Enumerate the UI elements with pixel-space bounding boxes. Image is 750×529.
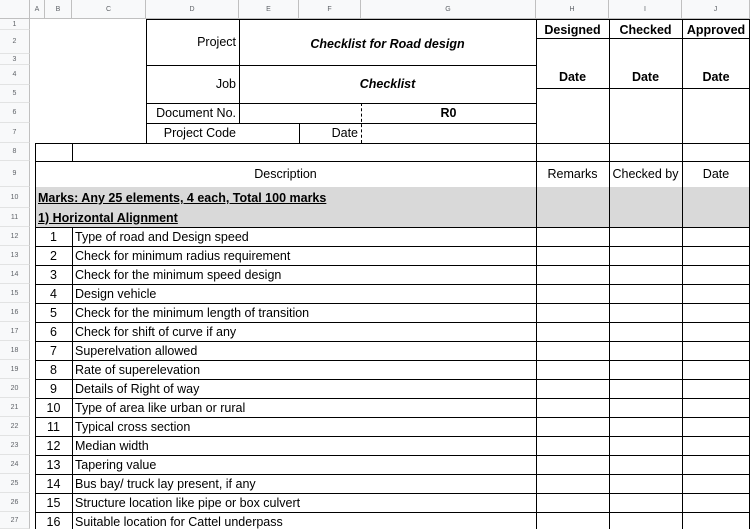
column-header-c[interactable]: C	[72, 0, 146, 19]
remarks-cell[interactable]	[536, 322, 609, 341]
item-description[interactable]: Tapering value	[75, 457, 157, 472]
date-cell[interactable]	[682, 379, 750, 398]
item-description[interactable]: Type of road and Design speed	[75, 229, 249, 244]
approved-date-label: Date	[702, 70, 730, 84]
column-header-e[interactable]: E	[239, 0, 299, 19]
row-header-7[interactable]: 7	[0, 123, 30, 143]
checked-by-cell[interactable]	[609, 436, 682, 455]
remarks-header: Remarks	[547, 167, 598, 181]
row-header-25[interactable]: 25	[0, 474, 30, 493]
column-header-b[interactable]: B	[45, 0, 72, 19]
column-header-h[interactable]: H	[536, 0, 609, 19]
checked-date-label: Date	[631, 70, 660, 84]
item-number[interactable]: 13	[46, 457, 61, 472]
remarks-cell[interactable]	[536, 398, 609, 417]
marks-title[interactable]: Marks: Any 25 elements, 4 each, Total 100 marks	[38, 191, 327, 205]
item-number[interactable]: 14	[46, 476, 61, 491]
remarks-cell[interactable]	[536, 227, 609, 246]
remarks-cell[interactable]	[536, 474, 609, 493]
row-header-4[interactable]: 4	[0, 65, 30, 85]
checked-by-cell[interactable]	[609, 303, 682, 322]
row-header-9[interactable]: 9	[0, 161, 30, 187]
checked-by-cell[interactable]	[609, 265, 682, 284]
date-cell[interactable]	[682, 360, 750, 379]
item-number[interactable]: 2	[50, 248, 57, 263]
checked-by-cell[interactable]	[609, 246, 682, 265]
project-title[interactable]: Checklist for Road design	[310, 36, 465, 51]
column-header-i[interactable]: I	[609, 0, 682, 19]
job-label: Job	[215, 77, 236, 91]
designed-label: Designed	[544, 23, 601, 37]
project-code-date-label: Date	[331, 126, 358, 140]
date-cell[interactable]	[682, 246, 750, 265]
date-cell[interactable]	[682, 417, 750, 436]
row-header-11[interactable]: 11	[0, 208, 30, 227]
item-description[interactable]: Rate of superelevation	[75, 362, 201, 377]
remarks-cell[interactable]	[536, 265, 609, 284]
row-header-26[interactable]: 26	[0, 493, 30, 512]
column-header-a[interactable]: A	[30, 0, 45, 19]
row-header-23[interactable]: 23	[0, 436, 30, 455]
item-description[interactable]: Bus bay/ truck lay present, if any	[75, 476, 256, 491]
item-description[interactable]: Median width	[75, 438, 149, 453]
date-cell[interactable]	[682, 284, 750, 303]
checked-by-cell[interactable]	[609, 341, 682, 360]
description-header: Description	[254, 167, 317, 181]
date-cell[interactable]	[682, 303, 750, 322]
row-header-18[interactable]: 18	[0, 341, 30, 360]
column-header-f[interactable]: F	[299, 0, 361, 19]
row-header-27[interactable]: 27	[0, 512, 30, 529]
checked-by-cell[interactable]	[609, 322, 682, 341]
row-header-16[interactable]: 16	[0, 303, 30, 322]
row-header-19[interactable]: 19	[0, 360, 30, 379]
remarks-cell[interactable]	[536, 246, 609, 265]
item-description[interactable]: Suitable location for Cattel underpass	[75, 514, 283, 529]
project-code-label: Project Code	[163, 126, 236, 140]
item-number[interactable]: 7	[50, 343, 57, 358]
checked-by-cell[interactable]	[609, 379, 682, 398]
row-header-20[interactable]: 20	[0, 379, 30, 398]
remarks-cell[interactable]	[536, 341, 609, 360]
item-number[interactable]: 5	[50, 305, 57, 320]
remarks-cell[interactable]	[536, 455, 609, 474]
item-description[interactable]: Check for the minimum length of transition	[75, 305, 310, 320]
remarks-cell[interactable]	[536, 303, 609, 322]
remarks-cell[interactable]	[536, 493, 609, 512]
item-description[interactable]: Check for shift of curve if any	[75, 324, 237, 339]
row-header-3[interactable]: 3	[0, 54, 30, 65]
remarks-cell[interactable]	[536, 379, 609, 398]
item-number[interactable]: 11	[47, 419, 60, 434]
select-all-corner[interactable]	[0, 0, 30, 19]
checked-label: Checked	[619, 23, 672, 37]
row-header-15[interactable]: 15	[0, 284, 30, 303]
item-number[interactable]: 12	[46, 438, 61, 453]
remarks-cell[interactable]	[536, 284, 609, 303]
row-header-5[interactable]: 5	[0, 85, 30, 103]
date-cell[interactable]	[682, 493, 750, 512]
row-header-6[interactable]: 6	[0, 103, 30, 123]
date-cell[interactable]	[682, 398, 750, 417]
row-header-24[interactable]: 24	[0, 455, 30, 474]
item-description[interactable]: Structure location like pipe or box culvert	[75, 495, 301, 510]
row-header-2[interactable]: 2	[0, 30, 30, 54]
checked-by-header: Checked by	[612, 167, 679, 181]
row-header-21[interactable]: 21	[0, 398, 30, 417]
item-number[interactable]: 8	[50, 362, 57, 377]
remarks-cell[interactable]	[536, 417, 609, 436]
column-header-d[interactable]: D	[146, 0, 239, 19]
item-description[interactable]: Superelvation allowed	[75, 343, 198, 358]
row-header-13[interactable]: 13	[0, 246, 30, 265]
item-description[interactable]: Details of Right of way	[75, 381, 200, 396]
item-number[interactable]: 6	[50, 324, 57, 339]
document-no-label: Document No.	[156, 106, 236, 120]
date-header: Date	[702, 167, 730, 181]
checked-by-cell[interactable]	[609, 512, 682, 529]
checked-by-cell[interactable]	[609, 227, 682, 246]
remarks-cell[interactable]	[536, 436, 609, 455]
item-number[interactable]: 10	[46, 400, 61, 415]
column-header-j[interactable]: J	[682, 0, 750, 19]
item-number[interactable]: 3	[50, 267, 57, 282]
item-number[interactable]: 4	[50, 286, 57, 301]
approved-label: Approved	[686, 23, 746, 37]
document-no-value[interactable]: R0	[440, 106, 457, 120]
item-number[interactable]: 9	[50, 381, 57, 396]
checked-by-cell[interactable]	[609, 455, 682, 474]
checked-by-cell[interactable]	[609, 360, 682, 379]
item-description[interactable]: Typical cross section	[75, 419, 191, 434]
date-cell[interactable]	[682, 436, 750, 455]
date-cell[interactable]	[682, 341, 750, 360]
remarks-cell[interactable]	[536, 512, 609, 529]
checked-by-cell[interactable]	[609, 474, 682, 493]
checked-by-cell[interactable]	[609, 493, 682, 512]
item-description[interactable]: Check for minimum radius requirement	[75, 248, 291, 263]
date-cell[interactable]	[682, 512, 750, 529]
section-title[interactable]: 1) Horizontal Alignment	[38, 210, 178, 225]
remarks-cell[interactable]	[536, 360, 609, 379]
designed-date-label: Date	[558, 70, 587, 84]
item-number[interactable]: 16	[46, 514, 61, 529]
date-cell[interactable]	[682, 227, 750, 246]
date-cell[interactable]	[682, 265, 750, 284]
row-header-1[interactable]: 1	[0, 19, 30, 30]
column-header-g[interactable]: G	[361, 0, 536, 19]
item-number[interactable]: 1	[50, 229, 57, 244]
checked-by-cell[interactable]	[609, 284, 682, 303]
item-description[interactable]: Design vehicle	[75, 286, 157, 301]
row-header-10[interactable]: 10	[0, 187, 30, 208]
row-header-22[interactable]: 22	[0, 417, 30, 436]
date-cell[interactable]	[682, 455, 750, 474]
row-header-14[interactable]: 14	[0, 265, 30, 284]
item-number[interactable]: 15	[46, 495, 61, 510]
item-description[interactable]: Check for the minimum speed design	[75, 267, 282, 282]
row-header-12[interactable]: 12	[0, 227, 30, 246]
job-value[interactable]: Checklist	[359, 77, 416, 91]
row-header-17[interactable]: 17	[0, 322, 30, 341]
item-description[interactable]: Type of area like urban or rural	[75, 400, 246, 415]
checked-by-cell[interactable]	[609, 398, 682, 417]
date-cell[interactable]	[682, 474, 750, 493]
date-cell[interactable]	[682, 322, 750, 341]
project-label: Project	[197, 35, 236, 49]
checked-by-cell[interactable]	[609, 417, 682, 436]
row-header-8[interactable]: 8	[0, 143, 30, 161]
